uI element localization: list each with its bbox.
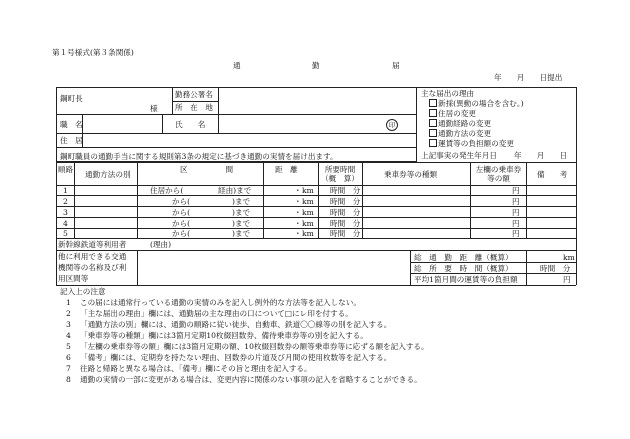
row-section-from[interactable]: から( — [172, 208, 191, 217]
shinkansen-label: 新幹線鉄道等利用者 — [58, 240, 127, 249]
occurrence-label: 上記事実の発生年月日 — [421, 151, 497, 160]
row-time: 時間 分 — [330, 186, 361, 195]
row-km: km — [302, 208, 314, 217]
header-fare: 左欄の乗車券等の額 — [475, 165, 522, 183]
checkbox-icon — [429, 129, 437, 137]
row-section-from[interactable]: から( — [172, 219, 191, 228]
row-section-from[interactable]: から( — [172, 197, 191, 206]
notes-heading: 記入上の注意 — [60, 287, 106, 296]
other-transport-line1: 他に利用できる交通 — [58, 252, 127, 261]
declaration: 鋼町職員の通勤手当に関する規則第3条の規定に基づき通勤の実情を届け出ます。 — [60, 152, 338, 161]
addressee-honorific: 様 — [150, 104, 158, 113]
row-section-mid: )まで — [232, 208, 251, 217]
row-yen: 円 — [512, 219, 520, 228]
date-line: 年 月 日提出 — [494, 73, 563, 82]
reason-item[interactable]: 新採(異動の場合を含む。) — [429, 99, 524, 108]
note-text: 往路と帰路と異なる場合は、「備考」欄にその旨と理由を記入する。 — [80, 364, 312, 373]
table-row-no: 1 — [63, 186, 68, 195]
header-remarks: 備 考 — [537, 170, 568, 179]
checkbox-icon — [429, 99, 437, 107]
avg-fare-label: 平均1箇月間の運賃等の負担額 — [414, 275, 518, 284]
row-section-mid: )まで — [232, 219, 251, 228]
note-text: 「主な届出の理由」欄には、通勤届の主な理由の口について□にレ印を付する。 — [80, 309, 353, 318]
row-yen: 円 — [512, 229, 520, 238]
location-label: 所 在 地 — [175, 103, 213, 112]
note-text: 「乗車券等の種類」欄には3箇月定期10枚綴回数券、備待乗車券等の別を記入する。 — [80, 331, 368, 340]
note-number: 8 — [66, 375, 71, 384]
row-time: 時間 分 — [330, 219, 361, 228]
row-section-from[interactable]: から( — [172, 229, 191, 238]
row-section-mid: )まで — [232, 229, 251, 238]
address-label: 住 居 — [60, 136, 83, 145]
row-time: 時間 分 — [330, 208, 361, 217]
row-dot: ・ — [294, 208, 302, 217]
note-text: 「通勤方法の別」欄には、通勤の順路に従い徒歩、自動車、鉄道〇〇線等の別を記入する。 — [80, 320, 392, 329]
note-number: 6 — [66, 353, 71, 362]
form-label: 第１号様式(第３条関係) — [52, 48, 134, 57]
row-yen: 円 — [512, 208, 520, 217]
shinkansen-value[interactable]: (理由) — [150, 240, 172, 249]
other-transport-line2: 機関等の名称及び利 — [58, 263, 127, 272]
reasons-heading: 主な届出の理由 — [421, 89, 475, 98]
note-number: 2 — [66, 309, 71, 318]
addressee: 鋼町長 — [60, 94, 83, 103]
header-ticket-type: 乗車券等の種類 — [384, 170, 438, 179]
note-number: 5 — [66, 342, 71, 351]
table-row-no: 4 — [63, 219, 68, 228]
workplace-label: 勤務公署名 — [175, 90, 213, 99]
checkbox-icon — [429, 119, 437, 127]
row-time: 時間 分 — [330, 229, 361, 238]
table-row-no: 5 — [63, 229, 68, 238]
row-time: 時間 分 — [330, 197, 361, 206]
reason-item[interactable]: 通勤経路の変更 — [429, 119, 491, 128]
reason-item[interactable]: 通勤方法の変更 — [429, 129, 491, 138]
note-number: 7 — [66, 364, 71, 373]
row-section-from[interactable]: 住居から( — [150, 186, 184, 195]
avg-fare-unit: 円 — [563, 275, 571, 284]
position-label: 職 名 — [60, 120, 83, 129]
total-time-label: 総 所 要 時 間（概算） — [414, 264, 513, 273]
row-yen: 円 — [512, 197, 520, 206]
seal-mark: 印 — [386, 119, 398, 131]
note-number: 1 — [66, 298, 71, 307]
reason-item[interactable]: 住居の変更 — [429, 109, 476, 118]
table-row-no: 3 — [63, 208, 68, 217]
total-time-unit: 時間 分 — [540, 264, 571, 273]
note-text: 「備考」欄には、定期券を持たない理由、回数券の片道及び月間の使用枚数等を記入する。 — [80, 353, 392, 362]
row-km: km — [302, 197, 314, 206]
note-text: この届には通常行っている通勤の実情のみを記入し例外的な方法等を記入しない。 — [80, 298, 361, 307]
header-time: 所要時間（概 算） — [321, 165, 359, 183]
title-char-2: 勤 — [312, 61, 320, 70]
row-dot: ・ — [294, 219, 302, 228]
header-section: 区 間 — [180, 165, 234, 174]
checkbox-icon — [429, 109, 437, 117]
other-transport-line3: 用区間等 — [58, 274, 89, 283]
row-dot: ・ — [294, 229, 302, 238]
table-row-no: 2 — [63, 197, 68, 206]
total-distance-label: 総 通 勤 距 離（概算） — [414, 253, 513, 262]
header-order: 順路 — [57, 165, 74, 174]
checkbox-icon — [429, 139, 437, 147]
header-distance: 距 離 — [275, 165, 298, 174]
title-char-1: 通 — [233, 61, 241, 70]
row-section-mid: 経由)まで — [218, 186, 252, 195]
note-number: 4 — [66, 331, 71, 340]
note-text: 通勤の実情の一部に変更がある場合は、変更内容に関係のない事項の記入を省略することができる。 — [80, 375, 422, 384]
title-char-3: 届 — [392, 61, 400, 70]
occurrence-date: 年 月 日 — [514, 151, 568, 160]
header-method: 通勤方法の別 — [85, 170, 131, 179]
reason-item[interactable]: 運賃等の負担額の変更 — [429, 139, 514, 148]
row-km: km — [302, 229, 314, 238]
row-yen: 円 — [512, 186, 520, 195]
row-km: km — [302, 186, 314, 195]
row-dot: ・ — [294, 186, 302, 195]
note-number: 3 — [66, 320, 71, 329]
note-text: 「左欄の乗車券等の額」欄には3箇月定期の額、10枚綴回数券の額等乗車券等に応ずる額を記入する。 — [80, 342, 429, 351]
row-km: km — [302, 219, 314, 228]
name-label: 氏 名 — [175, 120, 206, 129]
total-distance-unit: km — [563, 253, 575, 262]
row-dot: ・ — [294, 197, 302, 206]
row-section-mid: )まで — [232, 197, 251, 206]
